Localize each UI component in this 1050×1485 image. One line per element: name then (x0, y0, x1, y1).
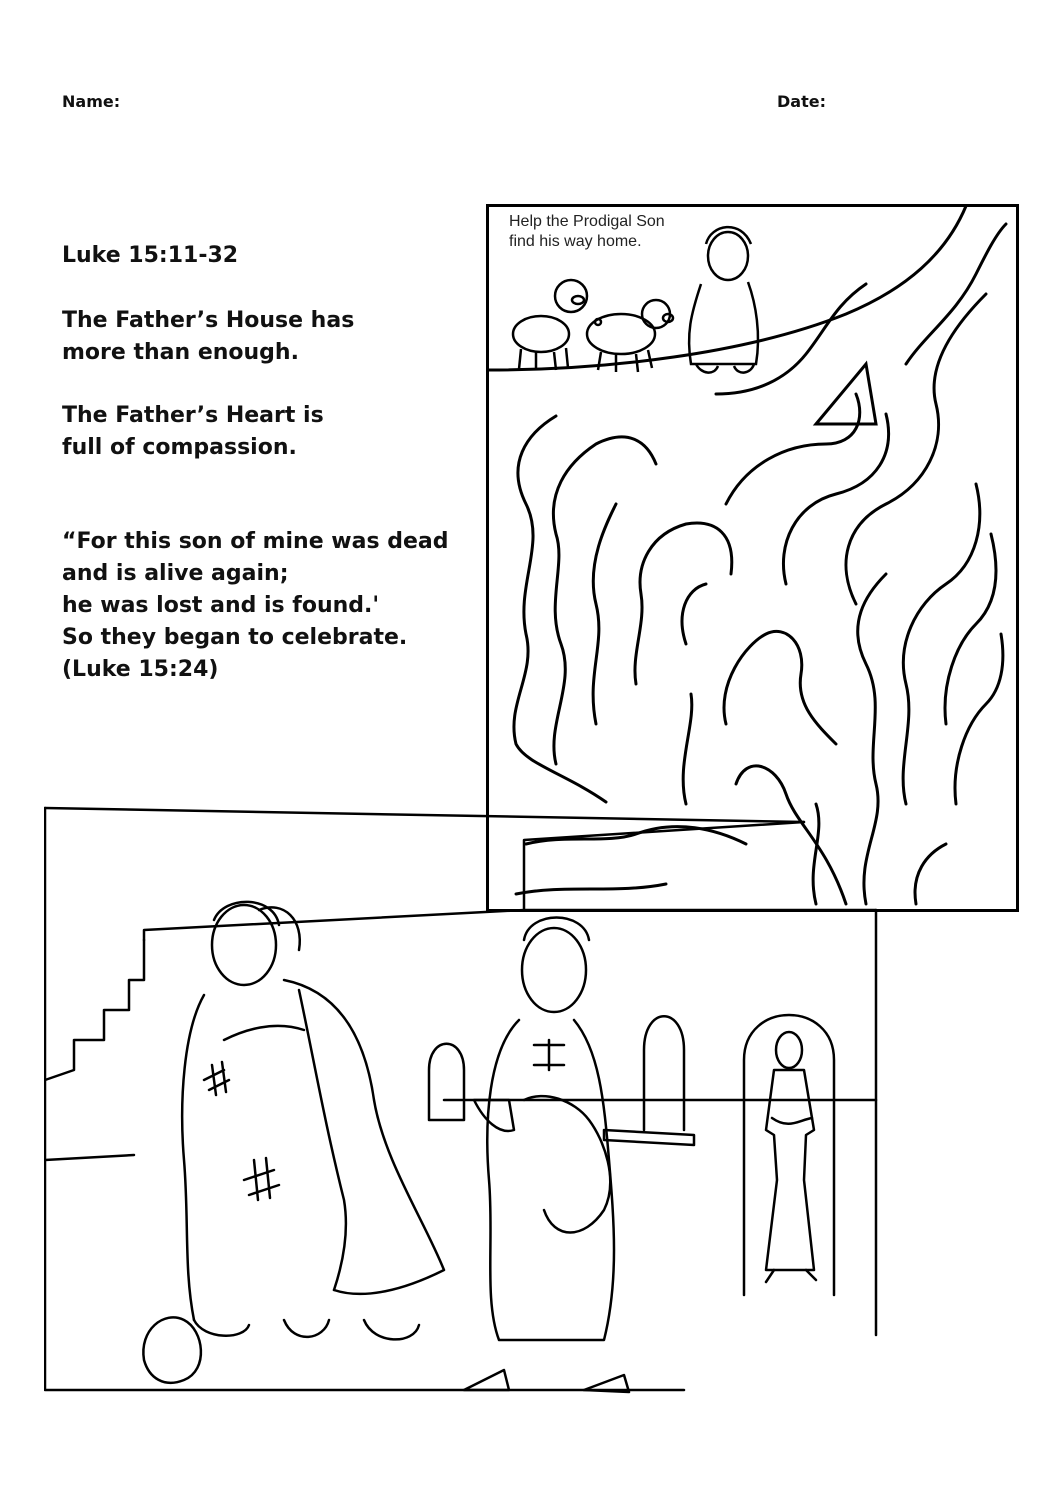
pig-icon (513, 280, 587, 370)
elder-brother-figure (464, 918, 629, 1393)
scripture-reference: Luke 15:11-32 (62, 243, 239, 268)
maze-caption: Help the Prodigal Son find his way home. (509, 213, 665, 250)
father-embrace-illustration (44, 800, 884, 1400)
fathers-heart-statement: The Father’s Heart is full of compassion. (62, 403, 324, 460)
coloring-scene (44, 800, 884, 1400)
servant-figure (766, 1032, 816, 1282)
date-label: Date: (777, 92, 826, 111)
name-label: Name: (62, 92, 121, 111)
fathers-house-statement: The Father’s House has more than enough. (62, 308, 355, 365)
memory-verse: “For this son of mine was dead and is alive again; he was lost and is found.' So they began to celebrate. (Luke 15:24) (62, 529, 449, 682)
father-son-embrace (143, 902, 444, 1383)
prodigal-son-figure (689, 227, 758, 373)
